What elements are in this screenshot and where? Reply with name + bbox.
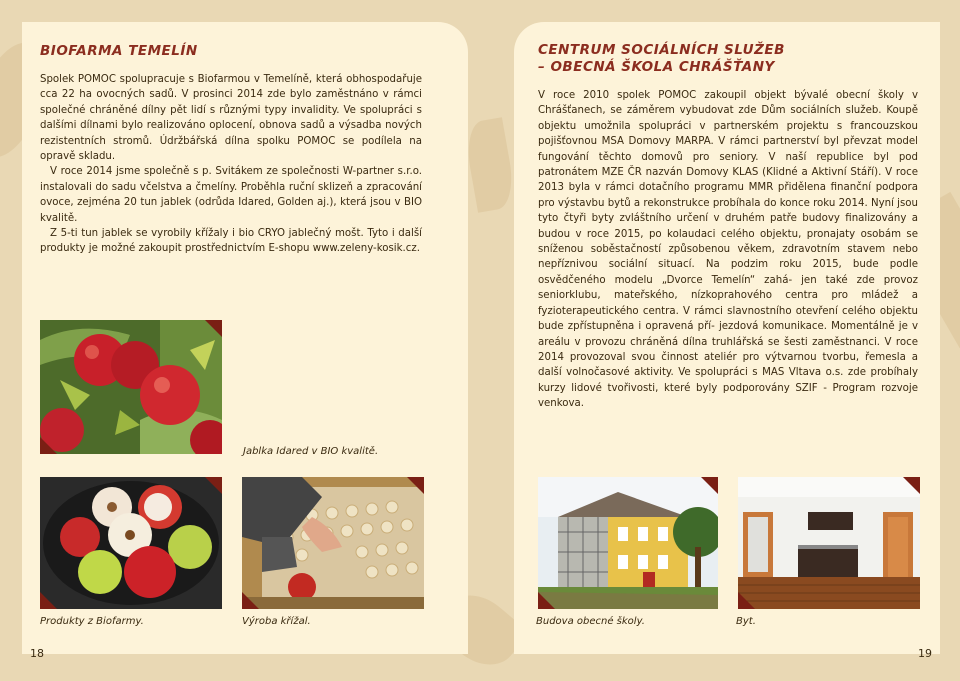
photo-apples-tree (40, 320, 222, 454)
photo-corner-decoration (538, 592, 555, 609)
photo-flat (738, 477, 920, 609)
school-image (538, 477, 718, 609)
photo-products (40, 477, 222, 609)
caption-products: Produkty z Biofarmy. (40, 616, 144, 627)
background-leaf (462, 117, 517, 213)
photo-corner-decoration (903, 477, 920, 494)
caption-flat: Byt. (736, 616, 756, 627)
photo-corner-decoration (701, 477, 718, 494)
right-title-line-2: – OBECNÁ ŠKOLA CHRÁŠŤANY (538, 59, 775, 75)
photo-corner-decoration (40, 592, 57, 609)
photo-corner-decoration (40, 437, 57, 454)
left-paragraph-3: Z 5-ti tun jablek se vyrobily křížaly i bio CRYO jablečný mošt. Tyto i další produkty je možné zakoupit prostřednictvím E-shopu www.zeleny-kosik.cz. (40, 228, 422, 255)
apples-tree-image (40, 320, 222, 454)
caption-apples-tree: Jablka Idared v BIO kvalitě. (243, 446, 379, 457)
photo-school (538, 477, 718, 609)
photo-corner-decoration (738, 592, 755, 609)
page-number-left: 18 (30, 647, 44, 660)
right-paragraph: V roce 2010 spolek POMOC zakoupil objekt bývalé obecní školy v Chrášťanech, se záměrem vybudovat zde Dům sociálních služeb. Koupě objektu umožnila spolupráci v partnerském projektu s francouzskou pojišťovnou MSA Domovy MARPA. V rámci partnerství byl převzat model fungování těchto domovů pro seniory. V naší republice byl pod patronátem MZE ČR nazván Domovy KLAS (Klidné a Aktivní Stáří). V roce 2013 byla v rámci dotačního programu MMR přidělena finanční podpora pro výstavbu bytů a rekonstrukce probíhala do konce roku 2014. Nyní jsou tyto čtyři byty zvláštního určení v druhém patře budovy finalizovány a budou v roce 2015, po kolaudaci celého objektu, pronajaty osobám se sníženou soběstačností způsobenou věkem, zdravotním stavem nebo nepříznivou sociální situací. Na podzim roku 2015, bude podle osvědčeného modelu „Dvorce Temelín“ zahá- jen také zde provoz seniorklubu, mateřského, nízkoprahového centra pro mládež a fyzioterapeutického centra. V rámci slavnostního otevření celého objektu bude zpřístupněna i opravená pří- jezdová komunikace. Momentálně je v areálu v provozu chráněná dílna truhlářská se šesti zaměstnanci. V roce 2014 provozoval svou činnost ateliér pro výtvarnou tvorbu, řemesla a další volnočasové aktivity. Ve spolupráci s MAS Vltava o.s. zde probíhaly kurzy lidové tvořivosti, které byly podporovány SZIF - Program rozvoje venkova. (538, 90, 918, 410)
photo-production (242, 477, 424, 609)
left-paragraph-1: Spolek POMOC spolupracuje s Biofarmou v Temelíně, která obhospodařuje cca 22 ha ovocných sadů. V prosinci 2014 zde bylo zaměstnáno v rámci společné chráněné dílny pět lidí s různými typy invalidity. Ve spolupráci s dalšími dílnami bylo realizováno oplocení, obnova sadů a výsadba nových rezistentních stromů. Údržbářská dílna spolku POMOC se podílela na opravě skladu. (40, 74, 422, 163)
page-number-right: 19 (918, 647, 932, 660)
left-paragraph-2: V roce 2014 jsme společně s p. Svitákem ze společnosti W-partner s.r.o. instalovali do sadu včelstva a čmelíny. Proběhla ruční sklizeň a zpracování ovoce, zejména 20 tun jablek (odrůda Idared, Golden aj.), která jsou v BIO kvalitě. (40, 166, 422, 224)
right-page-title (538, 42, 785, 76)
photo-corner-decoration (205, 477, 222, 494)
photo-corner-decoration (205, 320, 222, 337)
products-image (40, 477, 222, 609)
photo-corner-decoration (407, 477, 424, 494)
photo-corner-decoration (242, 592, 259, 609)
caption-production: Výroba křížal. (242, 616, 311, 627)
left-body-text (40, 72, 422, 257)
caption-school: Budova obecné školy. (536, 616, 645, 627)
right-title-line-1: CENTRUM SOCIÁLNÍCH SLUŽEB (538, 42, 785, 58)
production-image (242, 477, 424, 609)
left-page-title: BIOFARMA TEMELÍN (40, 43, 198, 59)
flat-image (738, 477, 920, 609)
right-body-text (538, 88, 918, 412)
